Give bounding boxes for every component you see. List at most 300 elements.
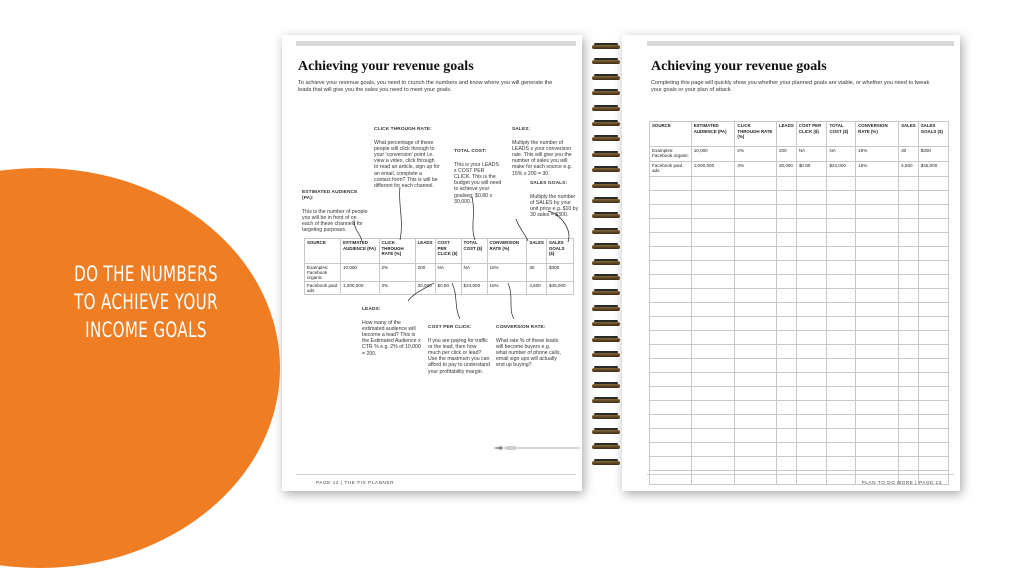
blank-table-cell (899, 247, 919, 261)
tagline: DO THE NUMBERS TO ACHIEVE YOUR INCOME GOALS (74, 262, 218, 342)
blank-table-cell (650, 233, 692, 247)
note-label: CLICK THROUGH RATE: (374, 127, 432, 133)
table-cell: 1,000,000 (340, 282, 379, 295)
header-conversion-rate: CONVERSION RATE (%) (856, 122, 899, 147)
blank-table-cell (827, 219, 856, 233)
blank-table-cell (735, 317, 777, 331)
blank-table-cell (856, 233, 899, 247)
header-total-cost: TOTAL COST ($) (461, 239, 487, 264)
blank-table-cell (776, 219, 796, 233)
note-text: Multiply the number of LEADS x your conversion rate. This will give you the number of sales you will make for each source e.g. 15% x 200 = 30. (512, 139, 572, 177)
annotation-arrows (282, 35, 582, 491)
spiral-ring (592, 120, 620, 128)
blank-table-cell (827, 345, 856, 359)
page-intro: Completing this page will quickly show you whether your planned goals are viable, or whether you need to tweak your goals or your plan of attack. (651, 80, 930, 93)
note-label: TOTAL COST: (454, 149, 487, 155)
table-cell: $24,000 (827, 162, 856, 177)
spiral-wire (592, 307, 620, 311)
spiral-ring (592, 336, 620, 344)
blank-table-row (650, 247, 949, 261)
blank-table-cell (827, 401, 856, 415)
blank-table-cell (827, 177, 856, 191)
blank-table-cell (776, 359, 796, 373)
blank-table-cell (827, 289, 856, 303)
blank-table-cell (899, 261, 919, 275)
blank-table-cell (899, 177, 919, 191)
blank-table-cell (650, 345, 692, 359)
blank-table-cell (918, 261, 948, 275)
spiral-wire-top (594, 305, 618, 307)
blank-table-cell (796, 233, 827, 247)
pen-icon (492, 445, 582, 451)
spiral-wire (592, 153, 620, 157)
blank-table-cell (776, 471, 796, 485)
spiral-wire-top (594, 459, 618, 461)
blank-table-cell (776, 415, 796, 429)
table-header-row (650, 122, 949, 147)
spiral-wire-top (594, 43, 618, 45)
table-cell: 2% (735, 147, 777, 162)
blank-table-cell (776, 457, 796, 471)
spiral-ring (592, 243, 620, 251)
header-sales: SALES (899, 122, 919, 147)
note-label: CONVERSION RATE: (496, 325, 546, 331)
blank-table-cell (650, 317, 692, 331)
blank-table-cell (856, 373, 899, 387)
footer-rule (647, 474, 954, 475)
blank-table-cell (899, 317, 919, 331)
blank-table-cell (735, 261, 777, 275)
blank-table-row (650, 177, 949, 191)
blank-table-cell (735, 331, 777, 345)
header-total-cost: TOTAL COST ($) (827, 122, 856, 147)
spiral-ring (592, 413, 620, 421)
blank-table-row (650, 373, 949, 387)
spiral-ring (592, 228, 620, 236)
blank-table-cell (776, 443, 796, 457)
header-click-through-rate: CLICK THROUGH RATE (%) (735, 122, 777, 147)
spiral-wire-top (594, 89, 618, 91)
blank-table-cell (691, 317, 735, 331)
blank-table-cell (650, 219, 692, 233)
header-leads: LEADS (415, 239, 435, 264)
blank-table-cell (691, 303, 735, 317)
blank-table-cell (918, 303, 948, 317)
spiral-ring (592, 320, 620, 328)
table-cell: Examples: Facebook organic (305, 264, 341, 282)
table-cell: Facebook paid ads (305, 282, 341, 295)
blank-table-cell (796, 317, 827, 331)
blank-table-cell (899, 233, 919, 247)
blank-table-cell (776, 275, 796, 289)
spiral-wire (592, 322, 620, 326)
blank-table-cell (827, 387, 856, 401)
blank-table-cell (827, 457, 856, 471)
spiral-wire-top (594, 382, 618, 384)
blank-table-cell (796, 471, 827, 485)
blank-table-cell (827, 359, 856, 373)
spiral-ring (592, 105, 620, 113)
table-cell: 30,000 (415, 282, 435, 295)
blank-table-cell (899, 387, 919, 401)
blank-table-cell (691, 205, 735, 219)
note-label: ESTIMATED AUDIENCE (PA): (302, 190, 358, 202)
note-label: SALES GOALS: (530, 181, 568, 187)
spiral-wire (592, 91, 620, 95)
blank-table-cell (827, 317, 856, 331)
blank-table-cell (735, 219, 777, 233)
blank-table-cell (827, 261, 856, 275)
table-cell: 15% (856, 147, 899, 162)
blank-table-cell (650, 373, 692, 387)
blank-table-cell (918, 247, 948, 261)
table-cell: 1,000,000 (691, 162, 735, 177)
blank-table-cell (776, 247, 796, 261)
blank-table-cell (691, 261, 735, 275)
blank-table-cell (918, 457, 948, 471)
spiral-wire-top (594, 228, 618, 230)
blank-table-cell (918, 443, 948, 457)
table-cell: 4,500 (527, 282, 547, 295)
spiral-wire (592, 291, 620, 295)
spiral-wire (592, 245, 620, 249)
blank-table-cell (918, 219, 948, 233)
blank-table-cell (691, 457, 735, 471)
blank-table-cell (918, 233, 948, 247)
spiral-ring (592, 289, 620, 297)
blank-table-cell (691, 177, 735, 191)
blank-table-cell (856, 177, 899, 191)
note-text: What percentage of these people will click through to your 'conversion' point i.e. view a video, click through to read an article, sign up for an email, complete a contact form? This is will be different for each channel. (374, 139, 440, 190)
table-cell: $0.80 (796, 162, 827, 177)
blank-table-cell (856, 429, 899, 443)
blank-table-cell (776, 345, 796, 359)
spiral-ring (592, 428, 620, 436)
note-text: Multiply the number of SALES by your unit price e.g. $10 by 30 sales = $300. (530, 193, 579, 219)
table-cell: $45,000 (918, 162, 948, 177)
header-leads: LEADS (776, 122, 796, 147)
blank-table-cell (735, 471, 777, 485)
blank-table-row (650, 443, 949, 457)
revenue-worksheet-table (649, 121, 949, 485)
blank-table-cell (827, 233, 856, 247)
header-cost-per-click: COST PER CLICK ($) (435, 239, 461, 264)
blank-table-cell (650, 303, 692, 317)
spiral-wire-top (594, 336, 618, 338)
blank-table-cell (918, 387, 948, 401)
blank-table-cell (691, 359, 735, 373)
blank-table-cell (650, 387, 692, 401)
spiral-wire (592, 430, 620, 434)
blank-table-row (650, 345, 949, 359)
spiral-wire (592, 107, 620, 111)
blank-table-cell (918, 373, 948, 387)
blank-table-cell (827, 373, 856, 387)
blank-table-cell (796, 401, 827, 415)
spiral-ring (592, 305, 620, 313)
table-cell: 30 (899, 147, 919, 162)
blank-table-cell (796, 415, 827, 429)
blank-table-cell (691, 401, 735, 415)
blank-table-cell (827, 205, 856, 219)
spiral-wire-top (594, 120, 618, 122)
blank-table-cell (856, 401, 899, 415)
blank-table-cell (918, 345, 948, 359)
note-text: This is your LEADS x COST PER CLICK. This is the budget you will need to achieve your goalseg: $0.80 x 30,000. (454, 161, 502, 205)
blank-table-cell (918, 429, 948, 443)
blank-table-cell (776, 191, 796, 205)
blank-table-cell (650, 289, 692, 303)
blank-table-cell (856, 219, 899, 233)
blank-table-cell (918, 317, 948, 331)
blank-table-cell (691, 275, 735, 289)
blank-table-cell (735, 415, 777, 429)
spiral-wire (592, 445, 620, 449)
blank-table-cell (899, 275, 919, 289)
blank-table-cell (796, 191, 827, 205)
blank-table-cell (650, 331, 692, 345)
blank-table-cell (735, 387, 777, 401)
table-cell: 15% (487, 282, 527, 295)
blank-table-cell (691, 233, 735, 247)
table-cell: $45,000 (546, 282, 573, 295)
blank-table-cell (691, 219, 735, 233)
note-text: If you are paying for traffic or the lead, then how much per click or lead? Use the maximum you can afford to pay to understand your profitability margin. (428, 337, 490, 375)
blank-table-cell (796, 429, 827, 443)
spiral-wire (592, 76, 620, 80)
blank-table-cell (735, 373, 777, 387)
blank-table-cell (827, 303, 856, 317)
blank-table-cell (856, 317, 899, 331)
header-conversion-rate: CONVERSION RATE (%) (487, 239, 527, 264)
blank-table-cell (856, 345, 899, 359)
blank-table-row (650, 205, 949, 219)
blank-table-cell (735, 345, 777, 359)
table-cell: NA (435, 264, 461, 282)
blank-table-row (650, 289, 949, 303)
table-cell: 15% (487, 264, 527, 282)
blank-table-row (650, 387, 949, 401)
spiral-wire (592, 415, 620, 419)
blank-table-cell (796, 247, 827, 261)
blank-table-cell (691, 443, 735, 457)
blank-table-row (650, 219, 949, 233)
spiral-wire-top (594, 274, 618, 276)
spiral-wire-top (594, 413, 618, 415)
blank-table-cell (776, 387, 796, 401)
spiral-ring (592, 135, 620, 143)
blank-table-row (650, 331, 949, 345)
blank-table-cell (735, 303, 777, 317)
blank-table-cell (796, 177, 827, 191)
page-title: Achieving your revenue goals (651, 59, 827, 74)
spiral-ring (592, 197, 620, 205)
blank-table-cell (918, 275, 948, 289)
table-cell: 10,000 (340, 264, 379, 282)
blank-table-cell (735, 191, 777, 205)
spiral-wire (592, 199, 620, 203)
spiral-wire (592, 353, 620, 357)
header-sales-goals: SALES GOALS ($) (546, 239, 573, 264)
spiral-wire (592, 45, 620, 49)
blank-table-cell (796, 205, 827, 219)
blank-table-cell (735, 457, 777, 471)
blank-table-cell (776, 177, 796, 191)
blank-table-cell (776, 289, 796, 303)
blank-table-cell (856, 303, 899, 317)
table-row (650, 162, 949, 177)
blank-table-row (650, 359, 949, 373)
blank-table-cell (650, 191, 692, 205)
blank-table-row (650, 415, 949, 429)
blank-table-cell (899, 401, 919, 415)
blank-table-cell (691, 373, 735, 387)
spiral-wire (592, 276, 620, 280)
spiral-wire (592, 214, 620, 218)
blank-table-cell (827, 415, 856, 429)
blank-table-cell (918, 205, 948, 219)
blank-table-cell (776, 331, 796, 345)
spiral-ring (592, 382, 620, 390)
header-bar (647, 41, 954, 46)
blank-table-cell (856, 359, 899, 373)
blank-table-cell (691, 345, 735, 359)
note-text: This is the number of people you will be in front of on each of these channels for targeting purposes. (302, 208, 368, 234)
spiral-binding (592, 43, 620, 473)
blank-table-row (650, 429, 949, 443)
blank-table-cell (918, 289, 948, 303)
header-click-through-rate: CLICK THROUGH RATE (%) (379, 239, 415, 264)
blank-table-cell (899, 443, 919, 457)
blank-table-cell (735, 177, 777, 191)
table-cell: 30,000 (776, 162, 796, 177)
blank-table-cell (796, 457, 827, 471)
blank-table-cell (827, 443, 856, 457)
blank-table-cell (918, 359, 948, 373)
blank-table-cell (776, 429, 796, 443)
spiral-wire (592, 230, 620, 234)
blank-table-cell (899, 289, 919, 303)
blank-table-cell (827, 429, 856, 443)
note-label: LEADS: (362, 307, 381, 313)
blank-table-cell (735, 233, 777, 247)
blank-table-cell (776, 261, 796, 275)
blank-table-cell (796, 303, 827, 317)
blank-table-cell (899, 457, 919, 471)
spiral-wire-top (594, 105, 618, 107)
spiral-ring (592, 397, 620, 405)
blank-table-cell (918, 191, 948, 205)
spiral-wire (592, 60, 620, 64)
blank-table-cell (899, 331, 919, 345)
table-row (650, 147, 949, 162)
spiral-wire (592, 122, 620, 126)
blank-table-row (650, 191, 949, 205)
table-cell: 15% (856, 162, 899, 177)
blank-table-cell (856, 247, 899, 261)
table-cell: $0.80 (435, 282, 461, 295)
page-intro: To achieve your revenue goals, you need to crunch the numbers and know where you will generate the leads that will give you the sales you need to meet your goals. (298, 80, 553, 93)
left-planner-page (282, 35, 582, 491)
blank-table-cell (650, 247, 692, 261)
blank-table-cell (735, 289, 777, 303)
blank-table-row (650, 303, 949, 317)
blank-table-cell (691, 289, 735, 303)
blank-table-cell (735, 443, 777, 457)
blank-table-cell (899, 415, 919, 429)
blank-table-cell (691, 415, 735, 429)
blank-table-cell (856, 289, 899, 303)
blank-table-cell (735, 359, 777, 373)
blank-table-cell (899, 373, 919, 387)
spiral-ring (592, 212, 620, 220)
blank-table-cell (735, 275, 777, 289)
blank-table-cell (691, 247, 735, 261)
blank-table-cell (827, 247, 856, 261)
blank-table-cell (856, 191, 899, 205)
blank-table-cell (856, 275, 899, 289)
spiral-ring (592, 151, 620, 159)
spiral-ring (592, 443, 620, 451)
blank-table-cell (691, 191, 735, 205)
blank-table-cell (796, 275, 827, 289)
table-cell: 30 (527, 264, 547, 282)
blank-table-row (650, 275, 949, 289)
note-text: What rate % of these leads will become buyers e.g. what number of phone calls, email sign ups will actually end up buying? (496, 337, 561, 369)
spiral-ring (592, 259, 620, 267)
spiral-wire (592, 461, 620, 465)
table-cell: 3% (735, 162, 777, 177)
blank-table-cell (650, 359, 692, 373)
spiral-ring (592, 351, 620, 359)
page-footer: PAGE 12 | THE FIX PLANNER (316, 480, 395, 485)
blank-table-cell (856, 205, 899, 219)
blank-table-cell (918, 331, 948, 345)
spiral-wire (592, 184, 620, 188)
header-source: SOURCE (305, 239, 341, 264)
blank-table-cell (856, 331, 899, 345)
blank-table-cell (899, 205, 919, 219)
blank-table-cell (796, 219, 827, 233)
spiral-wire-top (594, 151, 618, 153)
blank-table-cell (899, 359, 919, 373)
spiral-wire-top (594, 197, 618, 199)
table-cell: $24,000 (461, 282, 487, 295)
blank-table-cell (735, 401, 777, 415)
header-sales-goals: SALES GOALS ($) (918, 122, 948, 147)
blank-table-cell (650, 443, 692, 457)
blank-table-cell (856, 415, 899, 429)
table-cell: NA (461, 264, 487, 282)
table-cell: NA (796, 147, 827, 162)
blank-table-row (650, 233, 949, 247)
header-estimated-audience: ESTIMATED AUDIENCE (PA) (340, 239, 379, 264)
spiral-wire-top (594, 428, 618, 430)
blank-table-cell (650, 275, 692, 289)
spiral-ring (592, 166, 620, 174)
blank-table-cell (691, 387, 735, 401)
blank-table-cell (776, 317, 796, 331)
blank-table-cell (691, 471, 735, 485)
blank-table-cell (776, 373, 796, 387)
table-cell: Facebook paid ads (650, 162, 692, 177)
header-source: SOURCE (650, 122, 692, 147)
blank-table-cell (735, 205, 777, 219)
blank-table-cell (796, 289, 827, 303)
blank-table-cell (735, 247, 777, 261)
blank-table-cell (650, 429, 692, 443)
blank-table-cell (796, 331, 827, 345)
